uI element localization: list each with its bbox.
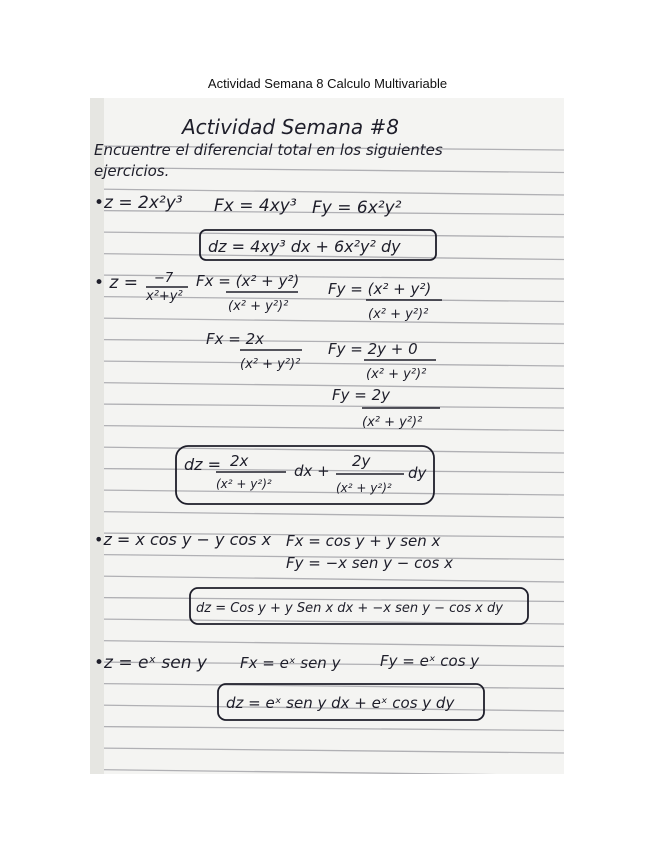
ruled-line [90,318,564,324]
ex3-fy: Fy = −x sen y − cos x [286,554,454,572]
ex4-fx: Fx = eˣ sen y [240,654,341,672]
ex2-function-denominator: x²+y² [146,289,183,304]
ex4-answer: dz = eˣ sen y dx + eˣ cos y dy [226,694,455,712]
ex3-function: •z = x cos y − y cos x [94,530,272,549]
ex2-function-prefix: • z = [94,273,139,293]
ruled-line [90,641,564,647]
ex2-fy2-numerator: Fy = 2y + 0 [328,340,418,358]
ruled-line [90,426,564,431]
ex2-answer-middle: dx + [294,462,330,480]
ex2-fy1-numerator: Fy = (x² + y²) [328,280,432,298]
notebook-page-photo [90,98,564,774]
ex2-answer-term1-numerator: 2x [230,452,249,470]
notebook-page-drawing [90,98,564,774]
ruled-line [90,404,564,408]
ex2-answer-term2-denominator: (x² + y²)² [336,481,392,495]
ruled-line [90,748,564,753]
ex2-fx2-denominator: (x² + y²)² [240,357,301,372]
ex1-answer: dz = 4xy³ dx + 6x²y² dy [208,237,401,256]
ruled-line [90,361,564,366]
ex2-fx1-numerator: Fx = (x² + y²) [196,272,300,290]
ex1-function: •z = 2x²y³ [94,193,183,213]
ex2-fx2-numerator: Fx = 2x [206,330,265,348]
instruction-line-2: ejercicios. [94,162,170,180]
document-title: Actividad Semana 8 Calculo Multivariable [207,76,448,91]
ruled-line [90,727,564,731]
ex2-fy1-denominator: (x² + y²)² [368,307,429,322]
ruled-line [90,340,564,344]
ruled-line [90,447,564,453]
ruled-line [90,770,564,775]
notes-heading: Actividad Semana #8 [182,115,399,139]
ruled-line [90,490,564,495]
ex1-fx: Fx = 4xy³ [214,196,297,216]
ex2-fy2-denominator: (x² + y²)² [366,367,427,382]
ex3-answer: dz = Cos y + y Sen x dx + −x sen y − cos x dy [196,601,503,616]
ex2-answer-end: dy [408,464,427,482]
ex2-answer-term2-numerator: 2y [352,452,371,470]
ex3-fx: Fx = cos y + y sen x [286,532,441,550]
ex2-answer-prefix: dz = [184,455,222,474]
ex2-fy3-denominator: (x² + y²)² [362,415,423,430]
ruled-line [90,512,564,518]
ex2-fx1-denominator: (x² + y²)² [228,299,289,314]
ex2-fy3-numerator: Fy = 2y [332,386,391,404]
ruled-line [90,576,564,582]
ex1-fy: Fy = 6x²y² [312,198,402,218]
ex4-function: •z = eˣ sen y [94,653,207,673]
ex2-answer-term1-denominator: (x² + y²)² [216,477,272,491]
ex4-fy: Fy = eˣ cos y [380,652,480,670]
ruled-line [90,383,564,389]
ex2-function-numerator: −7 [154,271,174,286]
instruction-line-1: Encuentre el diferencial total en los siguientes [94,141,443,159]
